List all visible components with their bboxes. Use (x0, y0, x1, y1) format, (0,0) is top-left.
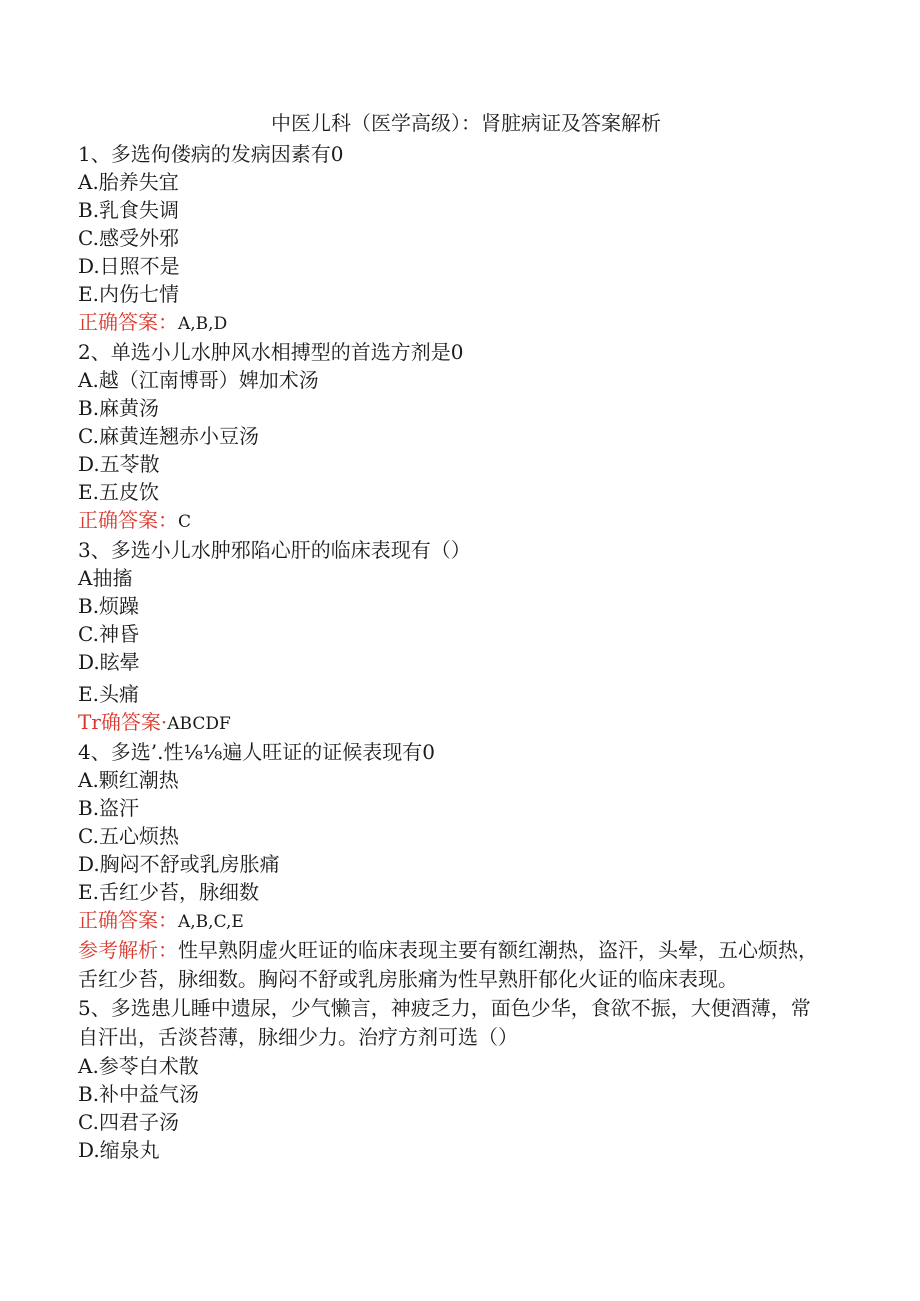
question-stem: 2、单选小儿水肿风水相搏型的首选方剂是0 (78, 340, 464, 364)
option-b: B.补中益气汤 (78, 1082, 200, 1106)
option-d: D.五苓散 (78, 452, 160, 476)
question-3 (78, 536, 838, 738)
option-a: A.颗红潮热 (78, 768, 179, 792)
analysis-text: 性早熟阴虚火旺证的临床表现主要有额红潮热，盗汗，头晕，五心烦热，舌红少苔，脉细数。胸闷不舒或乳房胀痛为性早熟肝郁化火证的临床表现。 (78, 938, 818, 991)
option-d: D.日照不是 (78, 254, 180, 278)
document-page (78, 108, 838, 1164)
question-stem: 4、多选’.性⅛⅛遍人旺证的证候表现有0 (78, 740, 435, 764)
correct-answer (78, 308, 838, 338)
option-d: D.眩晕 (78, 650, 140, 674)
correct-answer (78, 506, 838, 536)
option-b: B.乳食失调 (78, 198, 180, 222)
analysis-label: 参考解析： (78, 938, 178, 962)
question-5 (78, 994, 838, 1164)
option-d: D.缩泉丸 (78, 1138, 160, 1162)
question-2 (78, 338, 838, 536)
option-a: A.越（江南博哥）婢加术汤 (78, 368, 319, 392)
option-b: B.盗汗 (78, 796, 140, 820)
option-e: E.内伤七情 (78, 282, 179, 306)
option-b: B.烦躁 (78, 594, 140, 618)
question-stem: 3、多选小儿水肿邪陷心肝的临床表现有（） (78, 538, 471, 562)
question-stem: 1、多选佝偻病的发病因素有0 (78, 142, 344, 166)
option-c: C.感受外邪 (78, 226, 179, 250)
option-c: C.麻黄连翘赤小豆汤 (78, 424, 259, 448)
option-b: B.麻黄汤 (78, 396, 160, 420)
option-a: A.胎养失宜 (78, 170, 179, 194)
option-c: C.神昏 (78, 622, 139, 646)
question-stem: 5、多选患儿睡中遗尿，少气懒言，神疲乏力，面色少华，食欲不振，大便酒薄，常自汗出，舌淡苔薄，脉细少力。治疗方剂可选（） (78, 996, 811, 1049)
question-1 (78, 140, 838, 338)
reference-analysis (78, 936, 823, 994)
option-e: E.头痛 (78, 682, 139, 706)
option-a: A抽搐 (78, 566, 133, 590)
option-a: A.参苓白术散 (78, 1054, 199, 1078)
answer-label: 正确答案： (78, 908, 178, 932)
option-e: E.五皮饮 (78, 480, 159, 504)
correct-answer (78, 906, 838, 936)
answer-label: 正确答案： (78, 508, 178, 532)
question-4 (78, 738, 838, 994)
option-e: E.舌红少苔，脉细数 (78, 880, 259, 904)
answer-label: Tr确答案· (78, 710, 168, 734)
option-c: C.四君子汤 (78, 1110, 179, 1134)
option-c: C.五心烦热 (78, 824, 179, 848)
option-d: D.胸闷不舒或乳房胀痛 (78, 852, 280, 876)
answer-label: 正确答案： (78, 310, 178, 334)
answer-value: A,B,C,E (178, 912, 244, 932)
answer-value: ABCDF (167, 714, 231, 734)
answer-value: C (178, 512, 192, 532)
answer-value: A,B,D (178, 314, 228, 334)
correct-answer (78, 708, 838, 738)
document-title: 中医儿科（医学高级）：肾脏病证及答案解析 (271, 111, 661, 135)
